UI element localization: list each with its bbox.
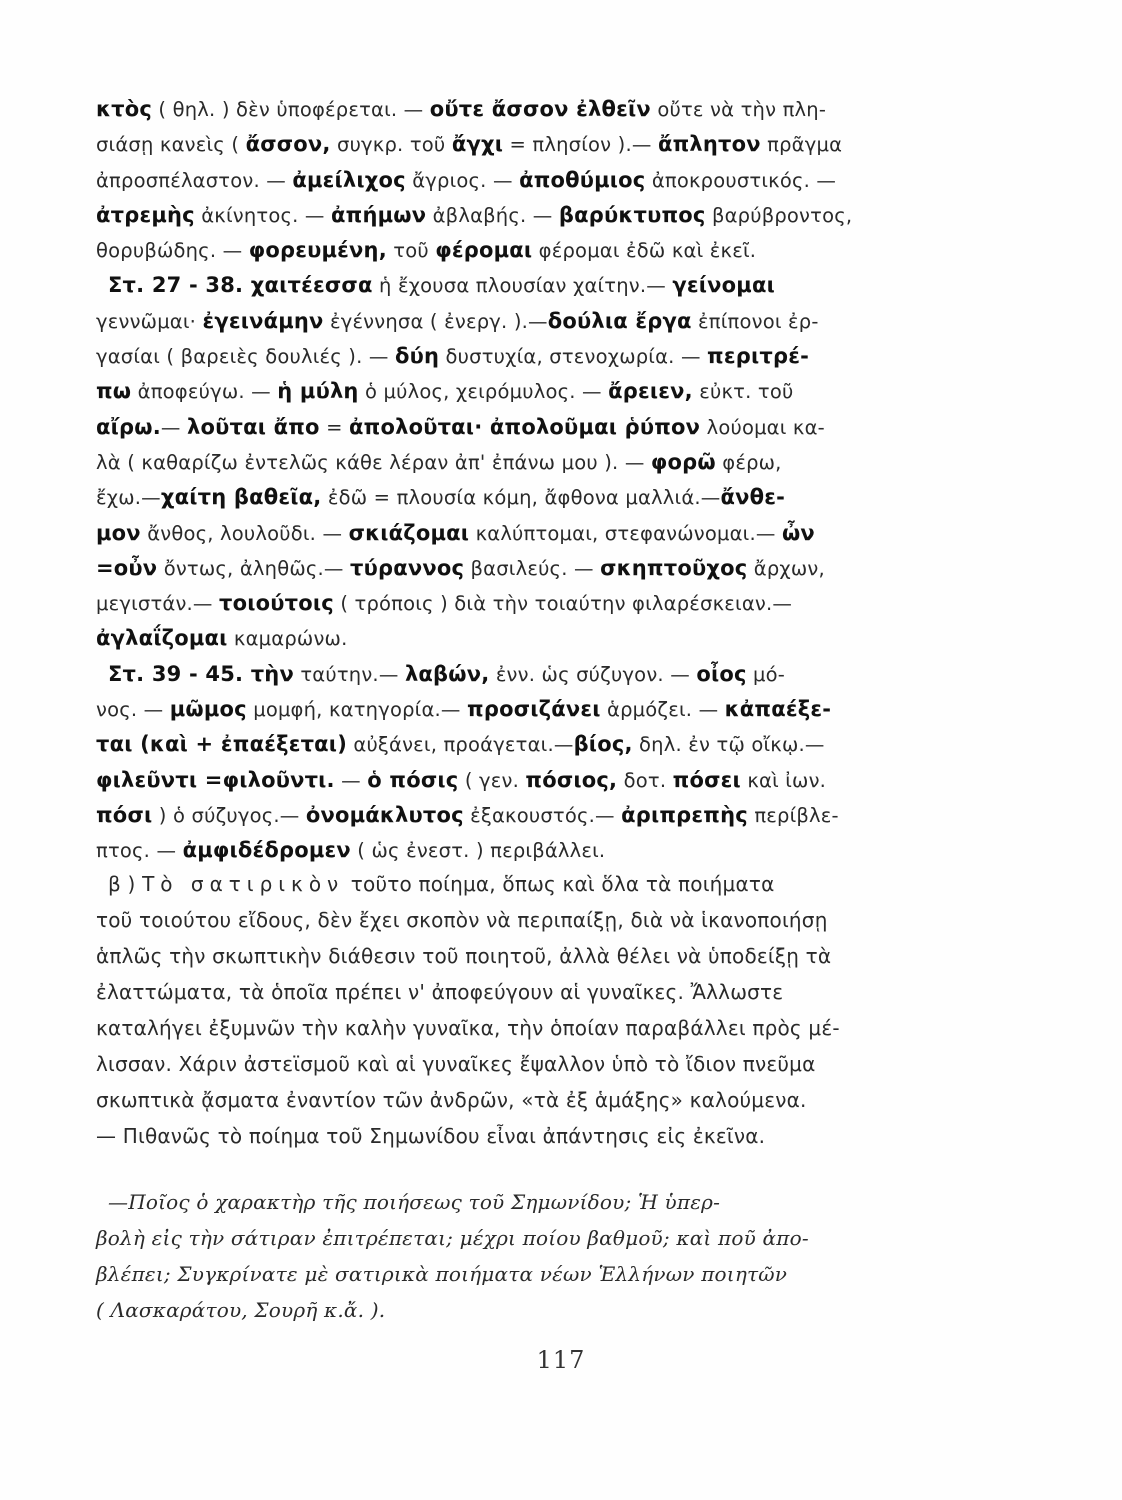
headword: πόσιος, [525, 767, 618, 792]
note-line [96, 657, 976, 692]
headword: ἄσσον, [245, 132, 331, 157]
gloss-text: ἐδῶ = πλουσία κόμη, ἄφθονα μαλλιά.— [321, 486, 721, 510]
gloss-text: βαρύβροντος, [705, 203, 853, 227]
headword: ἄπλητον [657, 132, 761, 157]
headword: ἄρειεν, [608, 379, 693, 404]
gloss-text: εὐκτ. τοῦ [692, 380, 794, 404]
headword: ἀριπρεπὴς [621, 802, 748, 827]
note-line [96, 163, 976, 198]
gloss-text: λούομαι κα- [700, 415, 825, 439]
headword: κἀπαέξε- [724, 697, 832, 722]
commentary-text: — Πιθανῶς τὸ ποίημα τοῦ Σημωνίδου εἶναι ἀπάντησις εἰς ἐκεῖνα. [96, 1124, 766, 1148]
note-line [96, 339, 976, 374]
headword: φορευμένη, [248, 238, 387, 263]
commentary-text: λισσαν. Χάριν ἀστεϊσμοῦ καὶ αἱ γυναῖκες ἔψαλλον ὑπὸ τὸ ἴδιον πνεῦμα [96, 1052, 816, 1076]
gloss-text: ἀποκρουστικός. — [645, 168, 837, 192]
gloss-text: ἡ ἔχουσα πλουσίαν χαίτην.— [372, 274, 673, 298]
headword: ὁ πόσις [367, 767, 459, 792]
headword: φέρομαι [435, 238, 533, 263]
headword: σκιάζομαι [348, 520, 470, 545]
note-line [96, 233, 976, 268]
headword: μον [96, 520, 141, 545]
headword: ἀμείλιχος [292, 167, 406, 192]
question-line: βλέπει; Συγκρίνατε μὲ σατιρικὰ ποιήματα νέων Ἑλλήνων ποιητῶν [96, 1262, 788, 1286]
headword: ὦν [781, 520, 815, 545]
commentary-line [96, 1010, 976, 1046]
headword: οἶος [696, 661, 747, 686]
gloss-text: ( ὡς ἐνεστ. ) περιβάλλει. [350, 839, 606, 863]
gloss-text: πρᾶγμα [760, 133, 843, 157]
headword: δύη [394, 344, 440, 369]
gloss-text: ἄρχων, [747, 556, 825, 580]
commentary-line [96, 1046, 976, 1082]
gloss-text: δηλ. ἐν τῷ οἴκῳ.— [632, 733, 825, 757]
note-line [96, 304, 976, 339]
note-line [96, 727, 976, 762]
gloss-text: ταύτην.— [293, 662, 405, 686]
gloss-text: νος. — [96, 698, 170, 722]
headword: προσιζάνει [467, 697, 601, 722]
gloss-text: δοτ. [617, 768, 673, 792]
gloss-text: πτος. — [96, 839, 183, 863]
note-line [96, 586, 976, 621]
headword: ἀπήμων [331, 202, 427, 227]
headword: περιτρέ- [707, 344, 810, 369]
headword: σκηπτοῦχος [600, 555, 748, 580]
headword: ἄνθε- [720, 485, 786, 510]
commentary-text: ἐλαττώματα, τὰ ὁποῖα πρέπει ν' ἀποφεύγουν αἱ γυναῖκες. Ἄλλωστε [96, 980, 784, 1004]
headword: ὀνομάκλυτος [305, 802, 464, 827]
gloss-text: δυστυχία, στενοχωρία. — [439, 345, 708, 369]
headword: πω [96, 379, 132, 404]
note-line [96, 92, 976, 127]
gloss-text: — [334, 768, 368, 792]
gloss-text: ἔχω.— [96, 486, 161, 510]
headword: οὔτε ἄσσον ἐλθεῖν [429, 97, 651, 121]
commentary-line [96, 1118, 976, 1154]
headword: φορῶ [650, 449, 716, 474]
spaced-emphasis: Τὸ σατιρικὸν [142, 872, 345, 896]
gloss-text: ἁρμόζει. — [600, 698, 725, 722]
commentary-line [96, 1082, 976, 1118]
headword: γείνομαι [672, 273, 775, 298]
commentary-line [96, 974, 976, 1010]
gloss-text: ἀβλαβής. — [426, 203, 559, 227]
note-line [96, 268, 976, 303]
headword: φιλεῦντι =φιλοῦντι. [96, 767, 335, 792]
gloss-text: ( θηλ. ) δὲν ὑποφέρεται. — [152, 98, 430, 121]
note-line [96, 445, 976, 480]
note-line [96, 551, 976, 586]
question-line: βολὴ εἰς τὴν σάτιραν ἐπιτρέπεται; μέχρι ποίου βαθμοῦ; καὶ ποῦ ἀπο- [96, 1226, 809, 1250]
gloss-text: ἄγριος. — [405, 168, 520, 192]
commentary-paragraph [96, 866, 976, 1154]
gloss-text: λὰ ( καθαρίζω ἐντελῶς κάθε λέραν ἀπ' ἐπάνω μου ). — [96, 450, 651, 474]
commentary-text: καταλήγει ἐξυμνῶν τὴν καλὴν γυναῖκα, τὴν ὁποίαν παραβάλλει πρὸς μέ- [96, 1016, 840, 1040]
gloss-text: μομφή, κατηγορία.— [246, 698, 468, 722]
headword: μῶμος [169, 697, 247, 722]
commentary-text: σκωπτικὰ ᾄσματα ἐναντίον τῶν ἀνδρῶν, «τὰ ἐξ ἁμάξης» καλούμενα. [96, 1088, 807, 1112]
gloss-text: καὶ ἰων. [740, 768, 827, 792]
gloss-text: ὁ μύλος, χειρόμυλος. — [358, 380, 609, 404]
commentary-text: ἁπλῶς τὴν σκωπτικὴν διάθεσιν τοῦ ποιητοῦ, ἀλλὰ θέλει νὰ ὑποδείξῃ τὰ [96, 944, 832, 968]
note-line [96, 516, 976, 551]
study-questions [96, 1184, 976, 1328]
commentary-line [96, 866, 976, 902]
gloss-text: περίβλε- [747, 803, 839, 827]
headword: ἀτρεμὴς [96, 202, 195, 227]
gloss-text: γασίαι ( βαρειὲς δουλιές ). — [96, 345, 395, 369]
gloss-text: θορυβώδης. — [96, 239, 249, 263]
commentary-text: τοῦτο ποίημα, ὅπως καὶ ὅλα τὰ ποιήματα [344, 872, 775, 896]
headword: λαβών, [404, 661, 490, 686]
headword: δούλια ἔργα [547, 308, 692, 333]
note-line [96, 692, 976, 727]
note-line [96, 410, 976, 445]
gloss-text: φέρομαι ἐδῶ καὶ ἐκεῖ. [532, 239, 757, 263]
headword: τοιούτοις [219, 591, 334, 616]
gloss-text: καλύπτομαι, στεφανώνομαι.— [469, 521, 782, 545]
headword: αἴρω. [96, 414, 161, 439]
gloss-text: ἀκίνητος. — [194, 203, 332, 227]
headword: Στ. 27 - 38. χαιτέεσσα [108, 273, 373, 298]
note-line [96, 833, 976, 868]
gloss-text: ἐγέννησα ( ἐνεργ. ).— [323, 309, 548, 333]
headword: =οὖν [96, 555, 158, 580]
gloss-text: ὄντως, ἀληθῶς.— [157, 556, 350, 580]
note-line [96, 127, 976, 162]
gloss-text: ἐξακουστός.— [463, 803, 622, 827]
commentary-text: τοῦ τοιούτου εἴδους, δὲν ἔχει σκοπὸν νὰ περιπαίξῃ, διὰ νὰ ἱκανοποιήσῃ [96, 908, 828, 932]
headword: βαρύκτυπος [558, 202, 706, 227]
gloss-text: ἀποφεύγω. — [131, 380, 278, 404]
gloss-text: συγκρ. τοῦ [330, 133, 452, 157]
gloss-text: βασιλεύς. — [464, 556, 601, 580]
note-line [96, 621, 976, 656]
gloss-text: μό- [746, 662, 785, 686]
commentary-line [96, 902, 976, 938]
gloss-text: — [160, 415, 187, 439]
headword: βίος, [573, 732, 633, 757]
headword: ἀγλαΐζομαι [96, 626, 228, 651]
note-line [96, 480, 976, 515]
gloss-text: αὐξάνει, προάγεται.— [347, 733, 574, 757]
commentary-text: β ) [108, 872, 143, 896]
headword: ἄγχι [451, 132, 504, 157]
headword: τύραννος [350, 555, 465, 580]
question-line: —Ποῖος ὁ χαρακτὴρ τῆς ποιήσεως τοῦ Σημωνίδου; Ἡ ὑπερ- [108, 1190, 721, 1214]
headword: πόσι [96, 802, 153, 827]
gloss-text: = πλησίον ).— [503, 133, 658, 157]
headword: ἀπολοῦται· ἀπολοῦμαι ῥύπον [349, 414, 701, 439]
gloss-text: οὔτε νὰ τὴν πλη- [650, 98, 827, 121]
note-line [96, 798, 976, 833]
headword: χαίτη βαθεῖα, [160, 485, 322, 510]
gloss-text: ἐνν. ὡς σύζυγον. — [489, 662, 697, 686]
page-number: 117 [536, 1346, 586, 1374]
headword: πόσει [672, 767, 741, 792]
gloss-text: ( τρόποις ) διὰ τὴν τοιαύτην φιλαρέσκειαν.— [333, 592, 793, 616]
headword: Στ. 39 - 45. τὴν [108, 661, 294, 686]
headword: κτὸς [96, 97, 152, 121]
gloss-text: μεγιστάν.— [96, 592, 220, 616]
glossary-notes [96, 92, 976, 869]
headword: ἀμφιδέδρομεν [182, 838, 351, 863]
gloss-text: ἐπίπονοι ἐρ- [691, 309, 819, 333]
headword: ται (καὶ + ἐπαέξεται) [96, 732, 347, 757]
headword: ἀποθύμιος [519, 167, 646, 192]
gloss-text: ἀπροσπέλαστον. — [96, 168, 293, 192]
note-line [96, 374, 976, 409]
gloss-text: ( γεν. [458, 768, 526, 792]
gloss-text: τοῦ [386, 239, 436, 263]
note-line [96, 763, 976, 798]
gloss-text: φέρω, [715, 450, 782, 474]
headword: λοῦται ἄπο [186, 414, 320, 439]
gloss-text: γεννῶμαι· [96, 309, 203, 333]
gloss-text: σιάσῃ κανεὶς ( [96, 133, 246, 157]
gloss-text: = [319, 415, 350, 439]
note-line [96, 198, 976, 233]
headword: ἡ μύλη [277, 379, 359, 404]
gloss-text: ) ὁ σύζυγος.— [152, 803, 306, 827]
commentary-line [96, 938, 976, 974]
headword: ἐγεινάμην [202, 308, 324, 333]
gloss-text: καμαρώνω. [227, 627, 348, 651]
gloss-text: ἄνθος, λουλοῦδι. — [140, 521, 349, 545]
question-line: ( Λασκαράτου, Σουρῆ κ.ἄ. ). [96, 1298, 386, 1322]
